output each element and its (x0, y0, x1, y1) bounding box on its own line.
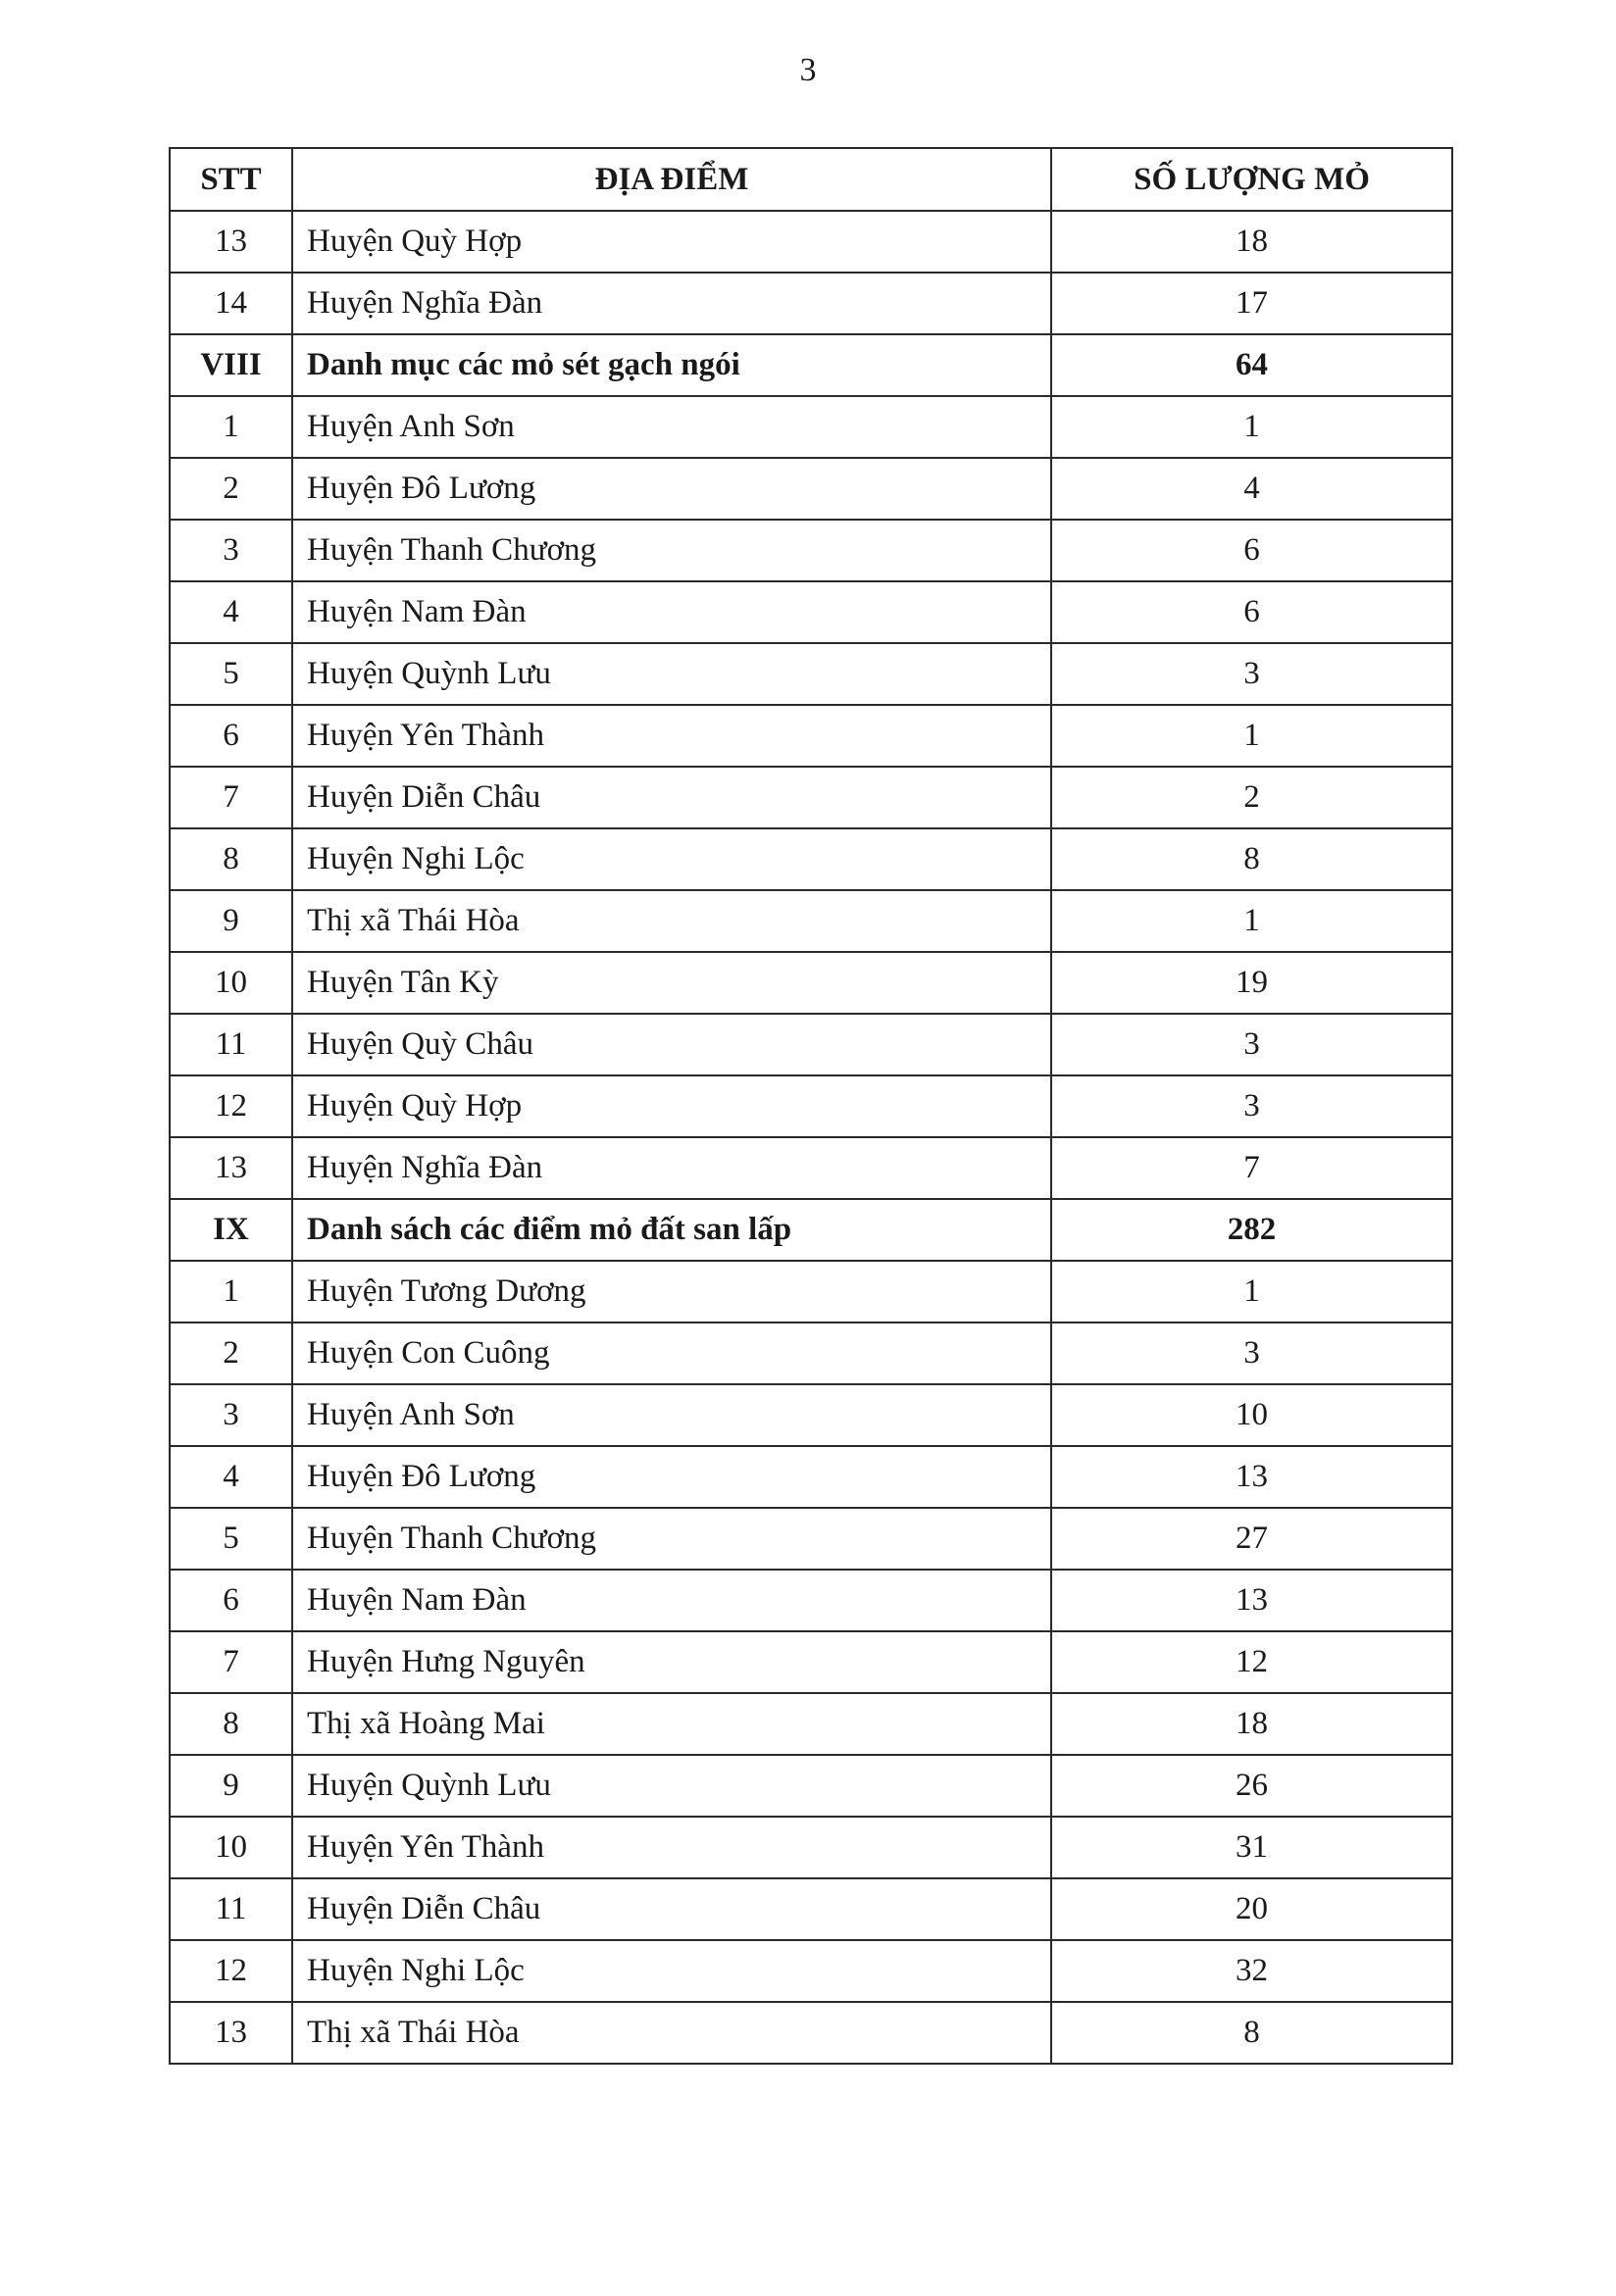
header-count: SỐ LƯỢNG MỎ (1051, 148, 1452, 211)
table-row (170, 520, 1452, 581)
cell-location: Danh sách các điểm mỏ đất san lấp (292, 1199, 1051, 1261)
cell-count: 18 (1051, 1693, 1452, 1755)
cell-stt: 2 (170, 458, 292, 520)
cell-count: 64 (1051, 334, 1452, 396)
page-number: 3 (799, 52, 817, 88)
table-row (170, 1261, 1452, 1323)
header-stt: STT (170, 148, 292, 211)
cell-stt: 6 (170, 1570, 292, 1631)
cell-count: 18 (1051, 211, 1452, 273)
cell-count: 1 (1051, 890, 1452, 952)
cell-location: Huyện Nghi Lộc (292, 1940, 1051, 2002)
table-row (170, 705, 1452, 767)
cell-location: Huyện Quỳnh Lưu (292, 1755, 1051, 1817)
cell-stt: IX (170, 1199, 292, 1261)
cell-location: Huyện Tân Kỳ (292, 952, 1051, 1014)
table-row (170, 1384, 1452, 1446)
cell-location: Huyện Quỳnh Lưu (292, 643, 1051, 705)
cell-location: Huyện Diễn Châu (292, 1878, 1051, 1940)
cell-count: 17 (1051, 273, 1452, 334)
table-row (170, 211, 1452, 273)
table-row (170, 1693, 1452, 1755)
cell-location: Huyện Nghĩa Đàn (292, 273, 1051, 334)
cell-stt: 10 (170, 1817, 292, 1878)
cell-count: 3 (1051, 1075, 1452, 1137)
table-row (170, 2002, 1452, 2064)
table-row (170, 1075, 1452, 1137)
cell-count: 19 (1051, 952, 1452, 1014)
cell-stt: 3 (170, 1384, 292, 1446)
cell-location: Danh mục các mỏ sét gạch ngói (292, 334, 1051, 396)
cell-location: Huyện Đô Lương (292, 458, 1051, 520)
cell-count: 10 (1051, 1384, 1452, 1446)
cell-location: Thị xã Thái Hòa (292, 2002, 1051, 2064)
table-row (170, 1940, 1452, 2002)
cell-location: Huyện Quỳ Hợp (292, 1075, 1051, 1137)
cell-location: Huyện Con Cuông (292, 1323, 1051, 1384)
cell-count: 282 (1051, 1199, 1452, 1261)
table-header-row (170, 148, 1452, 211)
cell-count: 8 (1051, 828, 1452, 890)
cell-stt: 4 (170, 581, 292, 643)
cell-stt: 1 (170, 396, 292, 458)
cell-count: 6 (1051, 581, 1452, 643)
cell-location: Huyện Nghĩa Đàn (292, 1137, 1051, 1199)
cell-stt: 10 (170, 952, 292, 1014)
cell-location: Huyện Quỳ Hợp (292, 211, 1051, 273)
table-row (170, 1508, 1452, 1570)
cell-count: 12 (1051, 1631, 1452, 1693)
cell-location: Huyện Yên Thành (292, 1817, 1051, 1878)
table-row (170, 1755, 1452, 1817)
cell-location: Huyện Tương Dương (292, 1261, 1051, 1323)
header-location: ĐỊA ĐIỂM (292, 148, 1051, 211)
cell-stt: 9 (170, 890, 292, 952)
cell-stt: 13 (170, 211, 292, 273)
table-row (170, 952, 1452, 1014)
table-row (170, 396, 1452, 458)
table-row (170, 1014, 1452, 1075)
cell-count: 13 (1051, 1446, 1452, 1508)
cell-location: Huyện Hưng Nguyên (292, 1631, 1051, 1693)
cell-count: 2 (1051, 767, 1452, 828)
table-row (170, 1446, 1452, 1508)
cell-stt: 5 (170, 643, 292, 705)
table-row (170, 767, 1452, 828)
cell-stt: 14 (170, 273, 292, 334)
cell-location: Thị xã Hoàng Mai (292, 1693, 1051, 1755)
cell-count: 4 (1051, 458, 1452, 520)
table-row (170, 1137, 1452, 1199)
cell-count: 3 (1051, 1014, 1452, 1075)
cell-stt: 8 (170, 1693, 292, 1755)
cell-count: 26 (1051, 1755, 1452, 1817)
cell-count: 1 (1051, 705, 1452, 767)
table-body (170, 211, 1452, 2064)
cell-location: Huyện Thanh Chương (292, 1508, 1051, 1570)
table-row (170, 643, 1452, 705)
table-row (170, 890, 1452, 952)
cell-stt: 9 (170, 1755, 292, 1817)
cell-stt: 11 (170, 1878, 292, 1940)
cell-count: 3 (1051, 1323, 1452, 1384)
cell-location: Huyện Diễn Châu (292, 767, 1051, 828)
cell-count: 7 (1051, 1137, 1452, 1199)
cell-stt: 11 (170, 1014, 292, 1075)
cell-stt: 13 (170, 2002, 292, 2064)
cell-stt: 2 (170, 1323, 292, 1384)
cell-stt: 5 (170, 1508, 292, 1570)
cell-stt: 7 (170, 767, 292, 828)
table-row (170, 581, 1452, 643)
table-row (170, 1570, 1452, 1631)
cell-stt: 7 (170, 1631, 292, 1693)
table-row (170, 1631, 1452, 1693)
cell-stt: 6 (170, 705, 292, 767)
cell-stt: 12 (170, 1075, 292, 1137)
cell-location: Huyện Nam Đàn (292, 581, 1051, 643)
mine-count-table (169, 147, 1453, 2065)
cell-location: Huyện Anh Sơn (292, 1384, 1051, 1446)
table-row (170, 273, 1452, 334)
table-row (170, 828, 1452, 890)
cell-count: 13 (1051, 1570, 1452, 1631)
cell-count: 32 (1051, 1940, 1452, 2002)
cell-count: 31 (1051, 1817, 1452, 1878)
cell-location: Huyện Thanh Chương (292, 520, 1051, 581)
cell-location: Thị xã Thái Hòa (292, 890, 1051, 952)
table-row (170, 1878, 1452, 1940)
cell-location: Huyện Đô Lương (292, 1446, 1051, 1508)
cell-stt: 3 (170, 520, 292, 581)
table-row (170, 1817, 1452, 1878)
cell-stt: 1 (170, 1261, 292, 1323)
mine-count-table-container (169, 147, 1451, 2065)
table-row (170, 458, 1452, 520)
cell-count: 3 (1051, 643, 1452, 705)
cell-stt: VIII (170, 334, 292, 396)
cell-count: 6 (1051, 520, 1452, 581)
cell-location: Huyện Quỳ Châu (292, 1014, 1051, 1075)
cell-stt: 13 (170, 1137, 292, 1199)
cell-location: Huyện Anh Sơn (292, 396, 1051, 458)
section-row (170, 1199, 1452, 1261)
cell-count: 1 (1051, 1261, 1452, 1323)
cell-stt: 4 (170, 1446, 292, 1508)
table-row (170, 1323, 1452, 1384)
cell-count: 8 (1051, 2002, 1452, 2064)
section-row (170, 334, 1452, 396)
cell-count: 1 (1051, 396, 1452, 458)
cell-count: 20 (1051, 1878, 1452, 1940)
cell-location: Huyện Yên Thành (292, 705, 1051, 767)
cell-count: 27 (1051, 1508, 1452, 1570)
cell-stt: 12 (170, 1940, 292, 2002)
cell-location: Huyện Nam Đàn (292, 1570, 1051, 1631)
cell-stt: 8 (170, 828, 292, 890)
cell-location: Huyện Nghi Lộc (292, 828, 1051, 890)
